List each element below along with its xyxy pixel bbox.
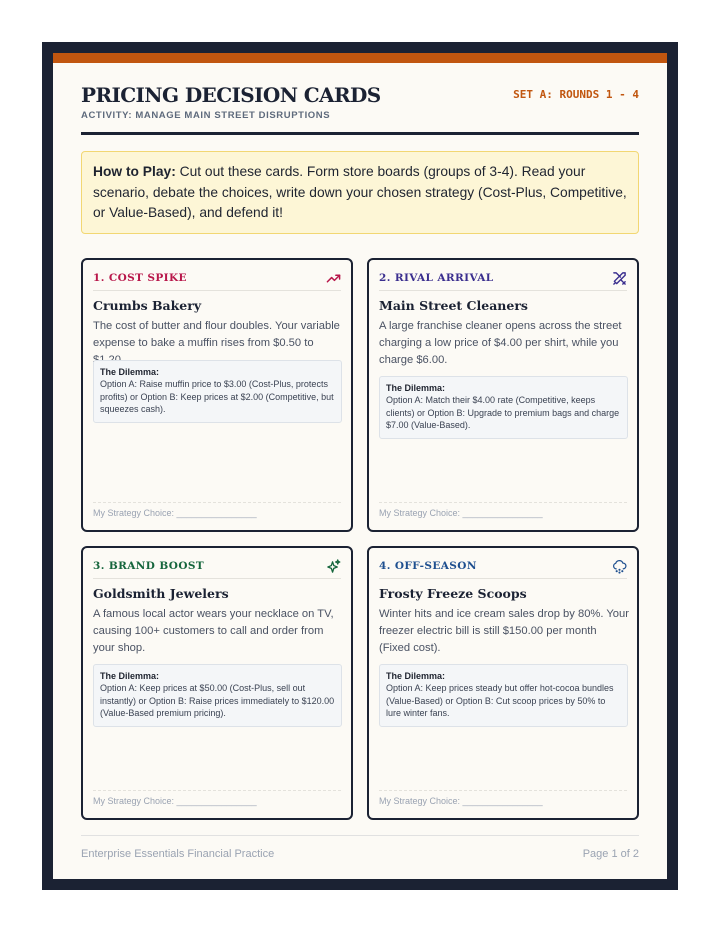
card-heading: 2. RIVAL ARRIVAL	[379, 272, 494, 284]
scenario-card-cost-spike	[81, 258, 353, 532]
set-label: SET A: ROUNDS 1 - 4	[513, 88, 639, 101]
page-frame	[42, 42, 678, 890]
title-divider	[81, 132, 639, 135]
sparkles-icon	[326, 559, 341, 574]
page-subtitle: ACTIVITY: MANAGE MAIN STREET DISRUPTIONS	[81, 110, 331, 121]
dilemma-box	[379, 664, 628, 727]
how-to-play-box	[81, 151, 639, 234]
business-name: Crumbs Bakery	[93, 298, 202, 313]
dilemma-title: The Dilemma:	[386, 383, 446, 393]
business-name: Goldsmith Jewelers	[93, 586, 229, 601]
scenario-description: The cost of butter and flour doubles. Your variable expense to bake a muffin rises from $0.50 to	[93, 320, 340, 349]
footer-course-name: Enterprise Essentials Financial Practice	[81, 848, 275, 860]
dilemma-text: Option A: Raise muffin price to $3.00 (Cost-Plus, protects profits) or Option B: Keep prices at $2.00 (Competitive, but squeezes cash).	[100, 379, 334, 414]
dilemma-text: Option A: Keep prices steady but offer hot-cocoa bundles (Value-Based) or Option B: Cut scoop prices by 50% to lure winter fans.	[386, 683, 614, 718]
snow-cloud-icon	[612, 559, 627, 574]
card-header	[93, 271, 341, 291]
how-to-play-text: Cut out these cards. Form store boards (groups of 3-4). Read your scenario, debate the choices, write down your chosen strategy (Cost-Plus, Competitive, or Value-Based), and defend it!	[93, 164, 627, 220]
dilemma-title: The Dilemma:	[100, 671, 160, 681]
scenario-description: Winter hits and ice cream sales drop by 80%. Your freezer electric bill is still $150.00 per month (Fixed cost).	[379, 608, 629, 654]
card-heading: 4. OFF-SEASON	[379, 560, 477, 572]
crossed-swords-icon	[612, 271, 627, 286]
dilemma-box	[93, 664, 342, 727]
dilemma-box	[379, 376, 628, 439]
how-to-play-label: How to Play:	[93, 164, 176, 179]
dilemma-text: Option A: Keep prices at $50.00 (Cost-Plus, sell out instantly) or Option B: Raise prices immediately to $120.00 (Value-Based premium pricing).	[100, 683, 335, 718]
card-header	[93, 559, 341, 579]
dilemma-text: Option A: Match their $4.00 rate (Competitive, keeps clients) or Option B: Upgrade to premium bags and charge $7.00 (Value-Based).	[386, 395, 620, 430]
scenario-card-brand-boost	[81, 546, 353, 820]
card-heading: 3. BRAND BOOST	[93, 560, 205, 572]
footer-divider	[81, 835, 639, 836]
strategy-choice-line[interactable]: My Strategy Choice: ________________	[93, 790, 341, 810]
page-number: Page 1 of 2	[582, 848, 639, 860]
card-heading: 1. COST SPIKE	[93, 272, 187, 284]
worksheet-page	[53, 53, 667, 879]
scenario-card-rival-arrival	[367, 258, 639, 532]
dilemma-box	[93, 360, 342, 423]
strategy-choice-line[interactable]: My Strategy Choice: ________________	[93, 502, 341, 522]
trending-up-icon	[326, 271, 341, 286]
strategy-choice-line[interactable]: My Strategy Choice: ________________	[379, 502, 627, 522]
scenario-description: A large franchise cleaner opens across the street charging a low price of $4.00 per shirt, while you charge $6.00.	[379, 320, 622, 366]
scenario-card-off-season	[367, 546, 639, 820]
card-header	[379, 271, 627, 291]
dilemma-title: The Dilemma:	[386, 671, 446, 681]
strategy-choice-line[interactable]: My Strategy Choice: ________________	[379, 790, 627, 810]
business-name: Main Street Cleaners	[379, 298, 528, 313]
card-header	[379, 559, 627, 579]
accent-bar	[53, 53, 667, 63]
dilemma-title: The Dilemma:	[100, 367, 160, 377]
page-title: PRICING DECISION CARDS	[81, 83, 381, 107]
business-name: Frosty Freeze Scoops	[379, 586, 527, 601]
scenario-description: A famous local actor wears your necklace on TV, causing 100+ customers to call and order from your shop.	[93, 608, 334, 654]
